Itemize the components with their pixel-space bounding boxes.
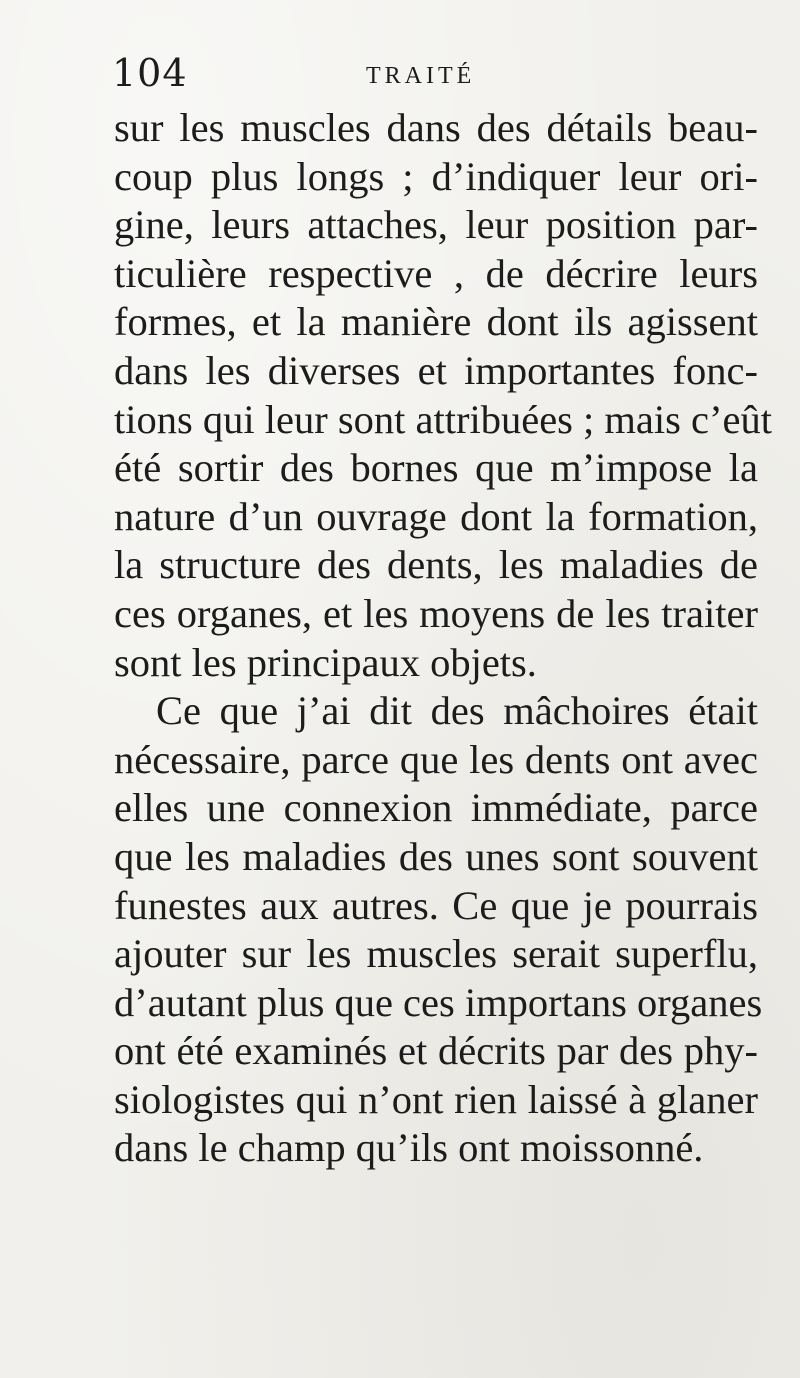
body-text xyxy=(114,104,772,1173)
page-number: 104 xyxy=(112,51,188,95)
text-line: tions qui leur sont attribuées ; mais c’eût xyxy=(114,396,772,442)
text-line: coup plus longs ; d’indiquer leur ori- xyxy=(114,153,758,199)
text-line: ticulière respective , de décrire leurs xyxy=(114,250,758,296)
text-line: funestes aux autres. Ce que je pourrais xyxy=(114,882,758,928)
text-line: dans le champ qu’ils ont moissonné. xyxy=(114,1125,704,1171)
text-line: ajouter sur les muscles serait superflu, xyxy=(114,931,758,977)
text-line: ont été examinés et décrits par des phy- xyxy=(114,1028,758,1074)
running-head: TRAITÉ xyxy=(366,63,476,89)
text-line: la structure des dents, les maladies de xyxy=(114,542,758,588)
text-line: formes, et la manière dont ils agissent xyxy=(114,299,758,345)
text-line: nécessaire, parce que les dents ont avec xyxy=(114,736,758,782)
text-line: nature d’un ouvrage dont la formation, xyxy=(114,493,758,539)
paragraph-1 xyxy=(114,104,772,687)
text-line: d’autant plus que ces importans organes xyxy=(114,979,763,1025)
text-line: gine, leurs attaches, leur position par- xyxy=(114,202,758,248)
text-line: elles une connexion immédiate, parce xyxy=(114,785,758,831)
text-line: été sortir des bornes que m’impose la xyxy=(114,445,758,491)
text-line: Ce que j’ai dit des mâchoires était xyxy=(156,688,758,734)
text-line: dans les diverses et importantes fonc- xyxy=(114,347,758,393)
page-header xyxy=(112,48,752,98)
text-line: que les maladies des unes sont souvent xyxy=(114,833,758,879)
text-line: sont les principaux objets. xyxy=(114,639,537,685)
text-line: siologistes qui n’ont rien laissé à glaner xyxy=(114,1076,758,1122)
paragraph-2 xyxy=(114,687,763,1173)
text-line: ces organes, et les moyens de les traiter xyxy=(114,590,758,636)
text-line: sur les muscles dans des détails beau- xyxy=(114,105,758,150)
